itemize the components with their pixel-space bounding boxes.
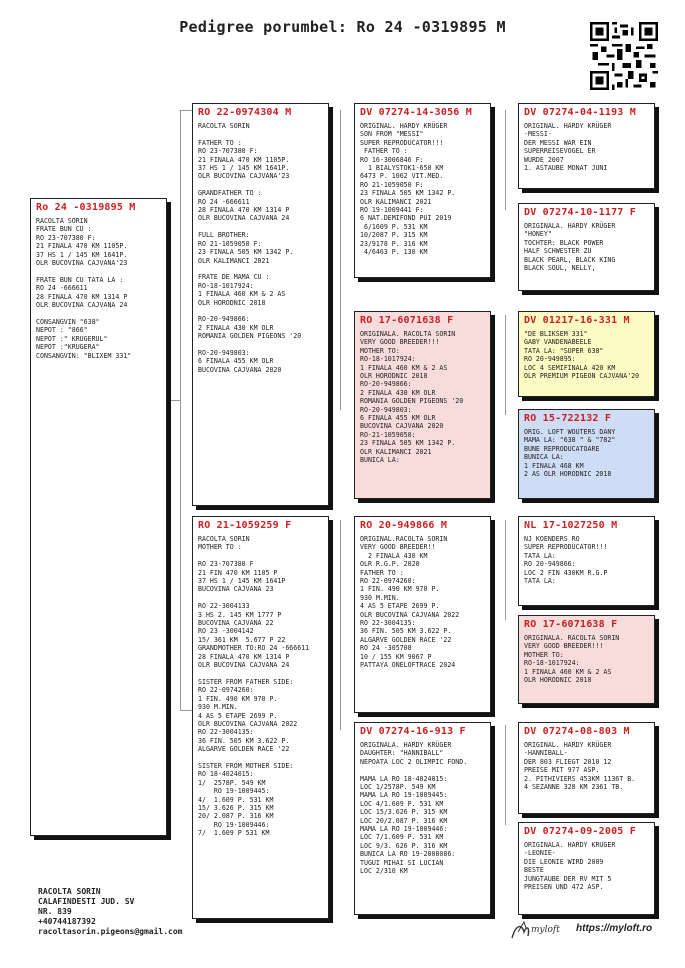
- card-text-line: BUNICA LA RO 19-2008086:: [360, 850, 456, 859]
- card-text-line: LOC 2 FIN 430KM R.G.P: [524, 568, 608, 577]
- card-text-line: BUNICA LA:: [524, 453, 564, 462]
- card-text-line: 15/ 361 KM 5.677 P 22: [198, 635, 286, 644]
- ring-number: NL 17-1027250 M: [524, 520, 618, 531]
- card-text-line: 2 FINALA 430 KM OLR: [360, 388, 436, 397]
- card-text-line: RO-20-949803:: [198, 348, 250, 357]
- card-text-line: ALGARVE GOLDEN RACE '22: [198, 745, 290, 754]
- site-link[interactable]: https://myloft.ro: [576, 923, 653, 934]
- card-text-line: RO 16-3006846 F:: [360, 155, 424, 164]
- card-text-line: BUCOVINA CAJVANA 2020: [198, 365, 282, 374]
- card-text-line: ORIGINALA. RACOLTA SORIN: [360, 330, 456, 338]
- card-text-line: FRATE BUN CU :: [36, 225, 92, 234]
- card-text-line: MOTHER TO :: [198, 543, 242, 552]
- card-text-line: ORIGINALA. HARDY KRÜGER: [360, 741, 452, 749]
- card-text-line: FATHER TO :: [360, 147, 408, 156]
- card-text-line: 1/ 2578P. 549 KM: [198, 778, 266, 787]
- card-text-line: TATA LA: "SUPER 638": [524, 346, 604, 355]
- card-text-line: RO-20-949866:: [360, 380, 412, 389]
- card-text-line: SUPER REPRODUCATOR!!!: [360, 138, 444, 147]
- card-body: [355, 330, 490, 465]
- card-text-line: SISTER FROM FATHER SIDE:: [198, 677, 294, 686]
- card-text-line: RO 23-707380 F:: [198, 147, 258, 156]
- pigeon-card-father[interactable]: [192, 103, 329, 506]
- ring-number: DV 01217-16-331 M: [524, 315, 630, 326]
- pigeon-card-father-father[interactable]: [354, 103, 491, 278]
- card-text-line: [198, 307, 328, 315]
- card-text-line: 4/ 1.609 P. 531 KM: [198, 795, 274, 804]
- card-text-line: RO 24 -666611: [36, 284, 88, 293]
- card-text-line: 1 FIN. 490 KM 970 P.: [198, 694, 278, 703]
- card-body: [355, 535, 490, 670]
- card-text-line: PREISE MIT 977 ASP.: [524, 766, 600, 775]
- card-text-line: "DE BLIKSEM 331": [524, 330, 588, 338]
- card-text-line: SUPERREISEVOGEL ER: [524, 147, 596, 156]
- card-text-line: BUNICA LA:: [360, 456, 400, 465]
- card-text-line: OLR BUCOVINA CAJVANA 24: [198, 214, 290, 223]
- card-text-line: OLR BUCOVINA CAJVANA 2022: [360, 610, 460, 619]
- card-text-line: 1 FINALA 468 KM: [524, 461, 584, 470]
- card-text-line: 28 FINALA 470 KM 1314 P: [36, 292, 128, 301]
- pigeon-card-mother[interactable]: [192, 516, 329, 919]
- card-text-line: VERY GOOD BREEDER!!: [360, 543, 436, 552]
- card-text-line: OLR BUCOVINA CAJVANA'23: [36, 259, 128, 268]
- card-text-line: 21 FINALA 470 KM 1105P.: [198, 155, 290, 164]
- card-text-line: ORIGINAL. HARDY KRÜGER: [524, 741, 612, 749]
- address-line: RACOLTA SORIN: [38, 887, 101, 896]
- card-text-line: 1. ASTAUBE MONAT JUNI: [524, 164, 608, 173]
- ring-number: DV 07274-09-2005 F: [524, 826, 636, 837]
- card-body: [519, 428, 654, 478]
- card-text-line: VERY GOOD BREEDER!!!: [360, 338, 440, 347]
- card-text-line: LOC 15/3.626 P. 315 KM: [360, 808, 448, 817]
- card-text-line: RO-18-1017924:: [524, 659, 580, 668]
- card-text-line: ROMANIA GOLDEN PIGEONS '20: [360, 397, 464, 406]
- card-text-line: GRANDFATHER TO :: [198, 189, 262, 198]
- card-text-line: FRATE BUN CU TATA LA :: [36, 275, 124, 284]
- card-text-line: RO 23-707380 F: [198, 560, 254, 569]
- ring-number: DV 07274-14-3056 M: [360, 107, 472, 118]
- card-text-line: LOC 4 SEMIFINALA 420 KM: [524, 363, 616, 372]
- card-text-line: 1 FINALA 460 KM & 2 AS: [198, 290, 286, 299]
- card-text-line: 2 AS OLR HORODNIC 2018: [524, 470, 612, 479]
- card-body: [193, 122, 328, 374]
- card-text-line: NEPOT :" KRUGERUL": [36, 334, 108, 343]
- card-text-line: ORIGINALA. RACOLTA SORIN: [524, 634, 620, 642]
- card-text-line: [198, 223, 328, 231]
- card-text-line: FULL BROTHER:: [198, 231, 250, 240]
- card-text-line: RO-20-949803:: [360, 405, 412, 414]
- ring-number: RO 22-0974304 M: [198, 107, 292, 118]
- card-text-line: 36 FIN. 505 KM 3.622 P.: [360, 627, 452, 636]
- card-text-line: LOC 9/3. 626 P. 316 KM: [360, 841, 448, 850]
- card-text-line: RO 19-1009441 F:: [360, 206, 424, 215]
- card-text-line: -HANNIBALL-: [524, 749, 568, 758]
- pigeon-card-mff[interactable]: [518, 516, 655, 606]
- card-text-line: BUCOVINA CAJVANA 2020: [360, 422, 444, 431]
- card-text-line: 23 FINALA 505 KM 1342 P.: [198, 248, 294, 257]
- connector-line: [505, 520, 519, 620]
- card-text-line: [198, 594, 328, 602]
- card-text-line: RACOLTA SORIN: [36, 217, 88, 225]
- phone: +40744187392: [38, 917, 96, 926]
- card-text-line: ORIGINAL.RACOLTA SORIN: [360, 535, 448, 543]
- card-text-line: RO 22-0974260:: [198, 686, 254, 695]
- card-text-line: 6/1609 P. 531 KM: [360, 222, 428, 231]
- pigeon-card-main[interactable]: [30, 198, 167, 836]
- card-text-line: 21 FINALA 470 KM 1105P.: [36, 242, 128, 251]
- card-text-line: BUCOVINA CAJVANA 22: [198, 619, 274, 628]
- card-text-line: [198, 265, 328, 273]
- card-text-line: OLR BUCOVINA CAJVANA 2022: [198, 719, 298, 728]
- ring-number: RO 15-722132 F: [524, 413, 612, 424]
- card-text-line: LOC 4/1.609 P. 531 KM: [360, 799, 444, 808]
- card-text-line: OLR HORODNIC 2018: [360, 372, 428, 381]
- card-body: [519, 222, 654, 272]
- card-text-line: RO 21-1059050 F:: [360, 180, 424, 189]
- card-text-line: RO-21-1059050:: [360, 430, 416, 439]
- card-text-line: MAMA LA RO 19-1009446:: [360, 825, 448, 834]
- card-text-line: 2 FINALA 430 KM OLR: [198, 323, 274, 332]
- card-text-line: RO 23 -3004142: [198, 627, 254, 636]
- card-text-line: 23/9178 P. 316 KM: [360, 239, 428, 248]
- email-link[interactable]: racoltasorin.pigeons@gmail.com: [38, 927, 183, 936]
- card-text-line: FATHER TO :: [198, 138, 242, 147]
- card-text-line: RO 19-1009445:: [198, 787, 270, 796]
- card-text-line: NJ KOENDERS RO: [524, 535, 580, 543]
- card-text-line: RACOLTA SORIN: [198, 122, 250, 130]
- card-text-line: RO 22-3004135:: [198, 728, 254, 737]
- card-text-line: SUPER REPRODUCATOR!!!: [524, 543, 608, 552]
- ring-number: DV 07274-10-1177 F: [524, 207, 636, 218]
- ring-number: DV 07274-08-803 M: [524, 726, 630, 737]
- card-text-line: CONSANGVIN: "BLIXEM 331": [36, 351, 132, 360]
- connector-line: [340, 110, 354, 410]
- card-text-line: ROMANIA GOLDEN PIGEONS '20: [198, 332, 302, 341]
- card-text-line: SON FROM "MESSI": [360, 130, 424, 139]
- breeder-address: [38, 887, 183, 937]
- card-text-line: BUCOVINA CAJVANA 23: [198, 585, 274, 594]
- card-text-line: ORIGINALA. HARDY KRÜGER: [524, 222, 616, 230]
- ring-number: RO 20-949866 M: [360, 520, 448, 531]
- logo-text: myloft: [531, 925, 560, 935]
- card-text-line: ORIGINAL. HARDY KRÜGER: [360, 122, 448, 130]
- card-text-line: [198, 670, 328, 678]
- card-text-line: CONSANGVIN "638": [36, 317, 100, 326]
- card-text-line: DER MESSI WAR EIN: [524, 138, 592, 147]
- card-text-line: ORIGINAL. HARDY KRÜGER: [524, 122, 612, 130]
- connector-line: [505, 315, 519, 415]
- pigeon-card-fmf[interactable]: [518, 311, 655, 397]
- card-body: [355, 122, 490, 257]
- card-text-line: ORIGINALA. HARDY KRUGER: [524, 841, 616, 849]
- card-text-line: MOTHER TO:: [524, 650, 564, 659]
- card-text-line: TATA LA:: [524, 577, 556, 586]
- card-text-line: DER 803 FLIEGT 2010 12: [524, 757, 612, 766]
- card-text-line: OLR KALIMANCI 2021: [360, 197, 432, 206]
- card-text-line: RO 20-949895:: [524, 355, 576, 364]
- card-text-line: GABY VANDENABEELE: [524, 338, 592, 347]
- card-body: [355, 741, 490, 876]
- card-text-line: RO 18-4024015:: [198, 770, 254, 779]
- card-text-line: RO 22-3004135:: [360, 619, 416, 628]
- card-text-line: GRANDMOTHER TO:RO 24 -666611: [198, 644, 310, 653]
- card-body: [519, 741, 654, 791]
- card-text-line: 28 FINALA 470 KM 1314 P: [198, 652, 290, 661]
- card-text-line: 4 AS 5 ETAPE 2699 P.: [360, 602, 440, 611]
- card-text-line: 930 M.MIN.: [360, 593, 400, 602]
- card-text-line: VERY GOOD BREEDER!!!: [524, 642, 604, 651]
- card-text-line: 36 FIN. 505 KM 3.622 P.: [198, 736, 290, 745]
- card-text-line: NEPOT : "866": [36, 326, 88, 335]
- card-text-line: BLACK SOUL, NELLY,: [524, 264, 596, 273]
- pigeon-card-mmf[interactable]: [518, 722, 655, 814]
- card-text-line: 1 BIALYSTOK1-650 KM: [360, 164, 444, 173]
- card-text-line: [36, 309, 166, 317]
- card-text-line: [198, 130, 328, 138]
- card-text-line: FRATE DE MAMA CU :: [198, 273, 270, 282]
- card-text-line: PREISEN UND 472 ASP.: [524, 883, 604, 892]
- card-text-line: OLR HORODNIC 2018: [524, 676, 592, 685]
- connector-line: [340, 520, 354, 730]
- card-text-line: 10/2087 P. 315 KM: [360, 231, 428, 240]
- card-text-line: RO-18-1017924:: [360, 355, 416, 364]
- card-text-line: OLR R.G.P. 2020: [360, 560, 420, 569]
- card-text-line: BLACK PEARL, BLACK KING: [524, 255, 616, 264]
- ring-number: DV 07274-04-1193 M: [524, 107, 636, 118]
- card-text-line: 6 NAT.DEMIFOND PUI 2019: [360, 214, 452, 223]
- card-text-line: WURDE 2007: [524, 155, 564, 164]
- card-text-line: PATTAYA ONELOFTRACE 2024: [360, 661, 456, 670]
- card-text-line: RO 24 -305708: [360, 644, 412, 653]
- card-text-line: 6 FINALA 455 KM OLR: [360, 414, 436, 423]
- card-text-line: RO-18-1017924:: [198, 281, 254, 290]
- card-text-line: 4 SEZANNE 328 KM 2361 TB.: [524, 783, 624, 792]
- card-text-line: 37 HS 1 / 145 KM 1641P.: [36, 250, 128, 259]
- card-text-line: OLR BUCOVINA CAJVANA 24: [198, 661, 290, 670]
- card-text-line: -LEONIE-: [524, 849, 556, 858]
- card-text-line: OLR HORODNIC 2018: [198, 298, 266, 307]
- ring-number: RO 21-1059259 F: [198, 520, 292, 531]
- card-text-line: 23 FINALA 505 KM 1342 P.: [360, 439, 456, 448]
- pigeon-card-mother-father[interactable]: [354, 516, 491, 713]
- pigeon-card-ffm[interactable]: [518, 203, 655, 291]
- card-text-line: RO 22-3004133: [198, 602, 250, 611]
- card-text-line: "HONEY": [524, 230, 552, 239]
- card-text-line: 15/ 3.626 P. 315 KM: [198, 804, 274, 812]
- card-text-line: 37 HS 1 / 145 KM 1641P: [198, 577, 286, 586]
- card-body: [31, 217, 166, 360]
- card-text-line: DIE LEONIE WIRD 2009: [524, 857, 604, 866]
- pigeon-card-father-mother[interactable]: [354, 311, 491, 499]
- card-text-line: 21 FIN 470 KM 1105 P: [198, 568, 278, 577]
- pigeon-card-mfm[interactable]: [518, 615, 655, 704]
- card-body: [519, 634, 654, 684]
- connector-line: [170, 400, 180, 401]
- card-text-line: 1 FINALA 460 KM & 2 AS: [360, 363, 448, 372]
- card-text-line: NEPOATA LOC 2 OLIMPIC FOND.: [360, 757, 468, 766]
- card-text-line: BESTE: [524, 866, 544, 875]
- card-text-line: -MESSI-: [524, 130, 552, 139]
- qr-code: [590, 22, 658, 90]
- card-text-line: RO 19-1009446:: [198, 820, 270, 829]
- card-text-line: RACOLTA SORIN: [198, 535, 250, 543]
- card-text-line: 10 / 155 KM 9067 P: [360, 652, 432, 661]
- card-text-line: 6473 P. 1062 VIT.MED.: [360, 172, 444, 181]
- card-text-line: OLR KALIMANCI 2021: [198, 256, 270, 265]
- card-text-line: 6 FINALA 455 KM OLR: [198, 357, 274, 366]
- card-text-line: RO 24 -666611: [198, 197, 250, 206]
- card-text-line: [198, 552, 328, 560]
- connector-line: [505, 110, 519, 210]
- card-text-line: ORIG. LOFT WOUTERS DANY: [524, 428, 616, 436]
- card-text-line: LOC 20/2.087 P. 316 KM: [360, 816, 448, 825]
- card-text-line: 37 HS 1 / 145 KM 1641P.: [198, 164, 290, 173]
- card-text-line: RO 23-707380 F:: [36, 233, 96, 242]
- ring-number: Ro 24 -0319895 M: [36, 202, 136, 213]
- card-text-line: 1 FIN. 490 KM 970 P.: [360, 585, 440, 594]
- card-text-line: SISTER FROM MOTHER SIDE:: [198, 761, 294, 770]
- pigeon-card-mother-mother[interactable]: [354, 722, 491, 915]
- card-text-line: 7/ 1.609 P 531 KM: [198, 829, 270, 838]
- card-text-line: OLR KALIMANCI 2021: [360, 447, 432, 456]
- card-text-line: TOCHTER: BLACK POWER: [524, 238, 604, 247]
- card-text-line: BUNE REPRODUCATOARE: [524, 444, 600, 453]
- card-text-line: [360, 766, 490, 774]
- card-text-line: DAUGHTER: "HANNIBALL": [360, 749, 444, 758]
- card-text-line: RO 21-1059050 F:: [198, 239, 262, 248]
- card-text-line: 23 FINALA 505 KM 1342 P.: [360, 189, 456, 198]
- card-text-line: RO-20-949866:: [198, 315, 250, 324]
- ring-number: RO 17-6071638 F: [360, 315, 454, 326]
- card-text-line: [198, 181, 328, 189]
- card-text-line: 20/ 2.087 P. 316 KM: [198, 812, 274, 821]
- card-text-line: 28 FINALA 470 KM 1314 P: [198, 206, 290, 215]
- card-body: [193, 535, 328, 838]
- ring-number: DV 07274-16-913 F: [360, 726, 466, 737]
- ring-number: RO 17-6071638 F: [524, 619, 618, 630]
- card-text-line: MAMA LA: "638 " & "782": [524, 436, 616, 445]
- pigeon-card-mmm[interactable]: [518, 822, 655, 915]
- card-text-line: LOC 7/1.609 P. 531 KM: [360, 833, 444, 842]
- address-line: NR. 839: [38, 907, 72, 916]
- card-body: [519, 330, 654, 380]
- card-text-line: MAMA LA RO 19-1009445:: [360, 791, 448, 800]
- card-text-line: MOTHER TO:: [360, 346, 400, 355]
- card-body: [519, 841, 654, 891]
- card-text-line: LOC 1/2578P. 549 KM: [360, 783, 436, 792]
- card-text-line: FATHER TO :: [360, 568, 404, 577]
- card-body: [519, 535, 654, 585]
- card-text-line: 2. PITHIVIERS 453KM 1136T B.: [524, 774, 636, 783]
- card-text-line: OLR BUCOVINA CAJVANA 24: [36, 301, 128, 310]
- card-text-line: MAMA LA RO 18-4024015:: [360, 774, 448, 783]
- connector-line: [505, 725, 519, 825]
- pigeon-card-fmm[interactable]: [518, 409, 655, 499]
- card-text-line: 930 M.MIN.: [198, 703, 238, 712]
- card-text-line: [198, 754, 328, 762]
- card-body: [519, 122, 654, 172]
- card-text-line: 4/6463 P. 130 KM: [360, 248, 428, 257]
- card-text-line: RO 22-0974260:: [360, 577, 416, 586]
- card-text-line: 1 FINALA 460 KM & 2 AS: [524, 667, 612, 676]
- pigeon-card-fff[interactable]: [518, 103, 655, 189]
- page-title: Pedigree porumbel: Ro 24 -0319895 M: [179, 18, 506, 36]
- card-text-line: ALGARVE GOLDEN RACE '22: [360, 635, 452, 644]
- card-text-line: 2 FINALA 430 KM: [360, 551, 428, 560]
- card-text-line: NEPOT :"KRUGERA": [36, 343, 100, 352]
- card-text-line: OLR PREMIUM PIGEON CAJVANA'20: [524, 372, 640, 381]
- card-text-line: HALF SCHWESTER ZU: [524, 247, 592, 256]
- card-text-line: RO 20-949866:: [524, 560, 576, 569]
- address-line: CALAFINDESTI JUD. SV: [38, 897, 135, 906]
- card-text-line: OLR BUCOVINA CAJVANA'23: [198, 172, 290, 181]
- card-text-line: LOC 2/310 KM: [360, 867, 408, 876]
- card-text-line: JUNGTAUBE DER RV MIT 5: [524, 874, 612, 883]
- card-text-line: TUGUI MIHAI SI LUCIAN: [360, 858, 444, 867]
- card-text-line: 3 HS 2. 145 KM 1777 P: [198, 610, 282, 619]
- card-text-line: [36, 267, 166, 275]
- card-text-line: 4 AS 5 ETAPE 2699 P.: [198, 711, 278, 720]
- card-text-line: TATA LA:: [524, 551, 556, 560]
- card-text-line: [198, 341, 328, 349]
